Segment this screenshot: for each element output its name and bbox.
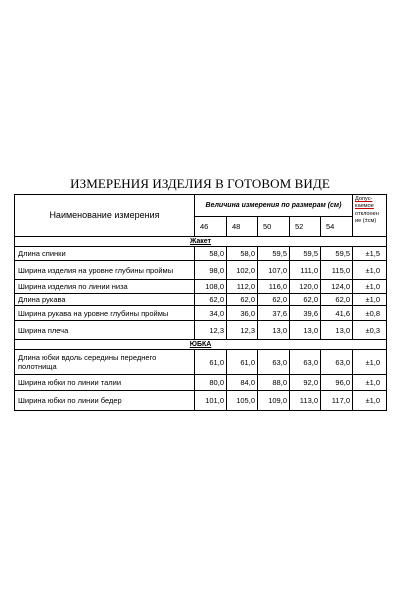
measurement-name: Ширина юбки по линии талии xyxy=(15,375,195,391)
measurement-value: 112,0 xyxy=(227,280,258,294)
measurement-value: 116,0 xyxy=(258,280,290,294)
measurement-value: 58,0 xyxy=(195,247,227,261)
measurement-value: 62,0 xyxy=(321,294,353,306)
size-50: 50 xyxy=(258,217,290,237)
size-52: 52 xyxy=(290,217,321,237)
measurement-value: 117,0 xyxy=(321,391,353,411)
page-title: ИЗМЕРЕНИЯ ИЗДЕЛИЯ В ГОТОВОМ ВИДЕ xyxy=(70,176,330,191)
measurement-value: 34,0 xyxy=(195,306,227,321)
measurement-value: 96,0 xyxy=(321,375,353,391)
measurement-value: 37,6 xyxy=(258,306,290,321)
tolerance-value: ±1,0 xyxy=(353,350,387,375)
measurement-value: 41,6 xyxy=(321,306,353,321)
measurement-value: 59,5 xyxy=(290,247,321,261)
table-row xyxy=(15,306,387,321)
measurement-value: 63,0 xyxy=(321,350,353,375)
table-row xyxy=(15,280,387,294)
measurement-value: 62,0 xyxy=(258,294,290,306)
measurement-value: 13,0 xyxy=(321,321,353,340)
measurement-value: 92,0 xyxy=(290,375,321,391)
tolerance-value: ±0,3 xyxy=(353,321,387,340)
measurement-value: 88,0 xyxy=(258,375,290,391)
measurement-value: 59,5 xyxy=(258,247,290,261)
table-row xyxy=(15,321,387,340)
tolerance-value: ±1,0 xyxy=(353,391,387,411)
measurement-value: 105,0 xyxy=(227,391,258,411)
measurement-name: Ширина изделия по линии низа xyxy=(15,280,195,294)
header-size-group: Величина измерения по размерам (см) xyxy=(195,195,353,217)
measurement-value: 13,0 xyxy=(290,321,321,340)
section-row xyxy=(15,237,387,247)
measurement-value: 61,0 xyxy=(195,350,227,375)
tolerance-value: ±0,8 xyxy=(353,306,387,321)
size-48: 48 xyxy=(227,217,258,237)
measurement-value: 80,0 xyxy=(195,375,227,391)
measurement-value: 108,0 xyxy=(195,280,227,294)
section-title: ЮБКА xyxy=(15,340,387,350)
measurement-name: Ширина рукава на уровне глубины проймы xyxy=(15,306,195,321)
measurement-value: 58,0 xyxy=(227,247,258,261)
tolerance-line-1: Допус- xyxy=(355,196,373,202)
header-tolerance xyxy=(353,195,387,237)
table-row xyxy=(15,247,387,261)
measurement-value: 124,0 xyxy=(321,280,353,294)
measurement-value: 111,0 xyxy=(290,261,321,280)
tolerance-value: ±1,5 xyxy=(353,247,387,261)
tolerance-line-2: каемое xyxy=(355,203,374,209)
section-title: Жакет xyxy=(15,237,387,247)
measurement-value: 59,5 xyxy=(321,247,353,261)
tolerance-value: ±1,0 xyxy=(353,375,387,391)
header-row xyxy=(15,195,387,217)
tolerance-value: ±1,0 xyxy=(353,261,387,280)
measurement-sheet xyxy=(14,194,387,411)
measurement-value: 113,0 xyxy=(290,391,321,411)
measurement-name: Ширина плеча xyxy=(15,321,195,340)
measurement-value: 36,0 xyxy=(227,306,258,321)
measurement-value: 61,0 xyxy=(227,350,258,375)
table-row xyxy=(15,350,387,375)
table-row xyxy=(15,261,387,280)
table-row xyxy=(15,294,387,306)
size-46: 46 xyxy=(195,217,227,237)
measurement-value: 12,3 xyxy=(195,321,227,340)
measurement-value: 101,0 xyxy=(195,391,227,411)
measurement-table xyxy=(14,194,387,411)
measurement-value: 120,0 xyxy=(290,280,321,294)
table-row xyxy=(15,391,387,411)
measurement-value: 63,0 xyxy=(290,350,321,375)
measurement-value: 109,0 xyxy=(258,391,290,411)
measurement-value: 13,0 xyxy=(258,321,290,340)
tolerance-line-3: отклонен xyxy=(355,211,379,217)
measurement-value: 102,0 xyxy=(227,261,258,280)
measurement-value: 84,0 xyxy=(227,375,258,391)
tolerance-line-4: ие (±см) xyxy=(355,218,377,224)
tolerance-value: ±1,0 xyxy=(353,294,387,306)
measurement-value: 12,3 xyxy=(227,321,258,340)
measurement-value: 62,0 xyxy=(195,294,227,306)
measurement-name: Ширина изделия на уровне глубины проймы xyxy=(15,261,195,280)
measurement-value: 39,6 xyxy=(290,306,321,321)
header-measurement-name: Наименование измерения xyxy=(15,195,195,237)
measurement-name: Длина спинки xyxy=(15,247,195,261)
section-row xyxy=(15,340,387,350)
table-row xyxy=(15,375,387,391)
measurement-value: 62,0 xyxy=(290,294,321,306)
measurement-name: Длина рукава xyxy=(15,294,195,306)
size-54: 54 xyxy=(321,217,353,237)
measurement-value: 62,0 xyxy=(227,294,258,306)
measurement-value: 115,0 xyxy=(321,261,353,280)
measurement-value: 98,0 xyxy=(195,261,227,280)
measurement-name: Длина юбки вдоль середины переднего полотнища xyxy=(15,350,195,375)
measurement-name: Ширина юбки по линии бедер xyxy=(15,391,195,411)
measurement-value: 63,0 xyxy=(258,350,290,375)
tolerance-value: ±1,0 xyxy=(353,280,387,294)
measurement-value: 107,0 xyxy=(258,261,290,280)
